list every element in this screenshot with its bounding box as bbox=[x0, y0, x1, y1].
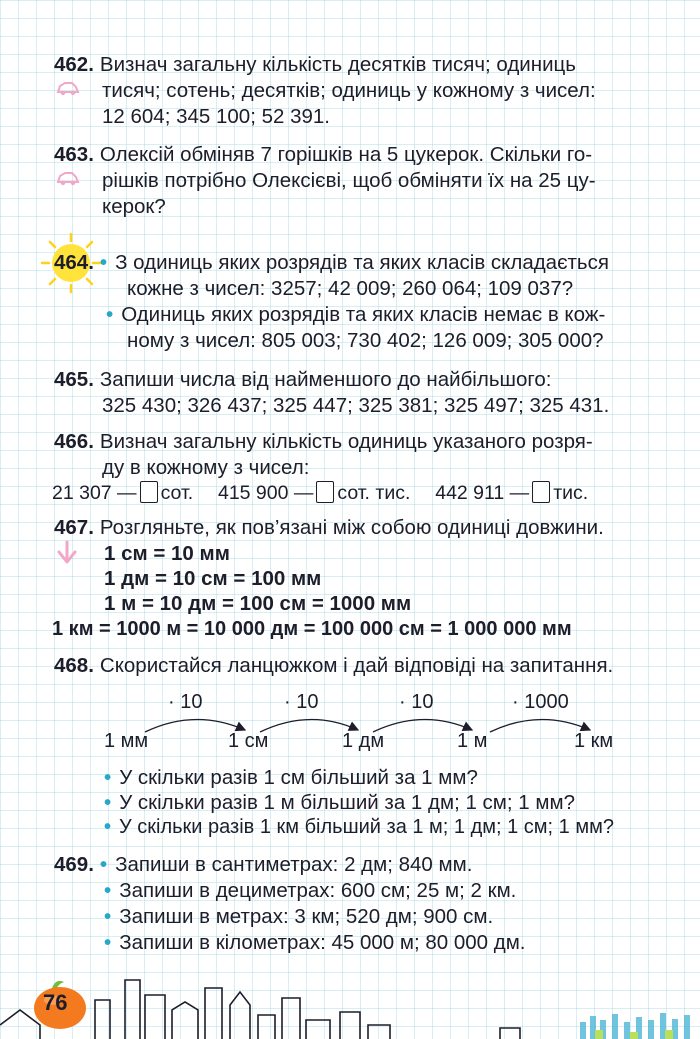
exercise-text: Запиши числа від найменшого до найбільшого: bbox=[99, 368, 552, 391]
task-text: Запиши в кілометрах: 45 000 м; 80 000 дм. bbox=[119, 931, 526, 954]
bullet-icon: • bbox=[104, 931, 112, 954]
answer-box[interactable] bbox=[140, 481, 158, 503]
answer-box[interactable] bbox=[532, 481, 550, 503]
bullet-icon: • bbox=[104, 905, 112, 928]
city-skyline-decoration bbox=[0, 970, 700, 1039]
number-item: 415 900 — bbox=[217, 482, 314, 504]
question-2 bbox=[104, 790, 575, 815]
exercise-464-line-2: кожне з чисел: 3257; 42 009; 260 064; 109 037? bbox=[127, 277, 574, 300]
exercise-462-line-2: тисяч; сотень; десятків; одиниць у кожному з чисел: bbox=[102, 79, 596, 102]
exercise-text: Скористайся ланцюжком і дай відповіді на запитання. bbox=[99, 654, 614, 677]
exercise-number: 465. bbox=[54, 368, 94, 391]
unit-label: сот. тис. bbox=[337, 482, 411, 504]
bullet-icon: • bbox=[104, 791, 112, 814]
page-number: 76 bbox=[43, 990, 68, 1015]
exercise-text: Одиниць яких розрядів та яких класів немає в кож- bbox=[121, 303, 606, 326]
exercise-462-line-1 bbox=[54, 52, 576, 77]
bullet-icon: • bbox=[104, 816, 112, 838]
exercise-464-line-4: ному з чисел: 805 003; 730 402; 126 009; 305 000? bbox=[127, 329, 604, 352]
unit-label: тис. bbox=[553, 482, 589, 504]
exercise-463-line-3: керок? bbox=[102, 195, 166, 218]
chain-factor-label: · 10 bbox=[399, 691, 434, 713]
task-text: Запиши в дециметрах: 600 см; 25 м; 2 км. bbox=[119, 879, 517, 902]
exercise-464-line-1 bbox=[54, 250, 609, 275]
chain-unit-label: 1 см bbox=[228, 730, 269, 752]
question-3 bbox=[104, 815, 614, 840]
chain-unit-label: 1 м bbox=[457, 730, 488, 752]
chain-factor-label: · 10 bbox=[168, 691, 203, 713]
number-item: 21 307 — bbox=[52, 482, 137, 504]
chain-unit-label: 1 дм bbox=[342, 730, 385, 752]
number-item: 442 911 — bbox=[435, 482, 530, 504]
bullet-icon: • bbox=[104, 879, 112, 902]
exercise-462-line-3: 12 604; 345 100; 52 391. bbox=[102, 105, 330, 128]
bullet-icon: • bbox=[106, 303, 114, 326]
exercise-number: 469. bbox=[54, 853, 94, 876]
task-text: Запиши в сантиметрах: 2 дм; 840 мм. bbox=[115, 853, 473, 876]
exercise-number: 466. bbox=[54, 430, 94, 453]
equation-4: 1 км = 1000 м = 10 000 дм = 100 000 см = 1 000 000 мм bbox=[52, 618, 572, 640]
pink-car-icon bbox=[56, 80, 80, 96]
bullet-icon: • bbox=[99, 251, 108, 274]
equation-1: 1 см = 10 мм bbox=[104, 542, 230, 565]
exercise-number: 467. bbox=[54, 516, 94, 539]
exercise-463-line-1 bbox=[54, 142, 592, 167]
chain-unit-label: 1 мм bbox=[104, 730, 149, 752]
exercise-468-line-1 bbox=[54, 653, 613, 678]
exercise-466-line-1 bbox=[54, 429, 593, 454]
pink-car-icon bbox=[56, 170, 80, 186]
chain-factor-label: · 1000 bbox=[512, 691, 569, 713]
equation-2: 1 дм = 10 см = 100 мм bbox=[104, 567, 322, 590]
exercise-464-line-3 bbox=[106, 302, 605, 327]
bullet-icon: • bbox=[99, 853, 108, 876]
pink-arrow-icon bbox=[54, 540, 80, 568]
chain-unit-label: 1 км bbox=[574, 730, 614, 752]
chain-factor-label: · 10 bbox=[284, 691, 319, 713]
exercise-466-line-2: ду в кожному з чисел: bbox=[102, 456, 310, 479]
bullet-icon: • bbox=[104, 766, 112, 789]
unit-label: сот. bbox=[160, 482, 194, 504]
exercise-465-line-1 bbox=[54, 367, 551, 392]
exercise-465-line-2: 325 430; 326 437; 325 447; 325 381; 325 497; 325 431. bbox=[102, 394, 610, 417]
question-text: У скільки разів 1 км більший за 1 м; 1 дм; 1 см; 1 мм? bbox=[119, 816, 614, 838]
exercise-469-line-1 bbox=[54, 852, 472, 877]
answer-box[interactable] bbox=[316, 481, 334, 503]
exercise-text: Визнач загальну кількість десятків тисяч; одиниць bbox=[99, 53, 576, 76]
exercise-number: 462. bbox=[54, 53, 94, 76]
question-text: У скільки разів 1 см більший за 1 мм? bbox=[119, 766, 478, 789]
exercise-469-line-4 bbox=[104, 930, 526, 955]
exercise-467-line-1 bbox=[54, 515, 604, 540]
task-text: Запиши в метрах: 3 км; 520 дм; 900 см. bbox=[119, 905, 494, 928]
exercise-463-line-2: рішків потрібно Олексієві, щоб обміняти їх на 25 цу- bbox=[102, 169, 596, 192]
equation-3: 1 м = 10 дм = 100 см = 1000 мм bbox=[104, 592, 412, 615]
exercise-number: 464. bbox=[54, 251, 94, 274]
exercise-text: З одиниць яких розрядів та яких класів складається bbox=[115, 251, 609, 274]
exercise-466-line-3 bbox=[52, 481, 588, 506]
exercise-text: Визнач загальну кількість одиниць указаного розря- bbox=[99, 430, 593, 453]
exercise-469-line-2 bbox=[104, 878, 516, 903]
exercise-number: 463. bbox=[54, 143, 94, 166]
exercise-text: Розгляньте, як пов’язані між собою одиниці довжини. bbox=[99, 516, 604, 539]
exercise-number: 468. bbox=[54, 654, 94, 677]
exercise-text: Олексій обміняв 7 горішків на 5 цукерок. Скільки го- bbox=[99, 143, 593, 166]
question-1 bbox=[104, 765, 478, 790]
question-text: У скільки разів 1 м більший за 1 дм; 1 см; 1 мм? bbox=[119, 791, 575, 814]
exercise-469-line-3 bbox=[104, 904, 493, 929]
